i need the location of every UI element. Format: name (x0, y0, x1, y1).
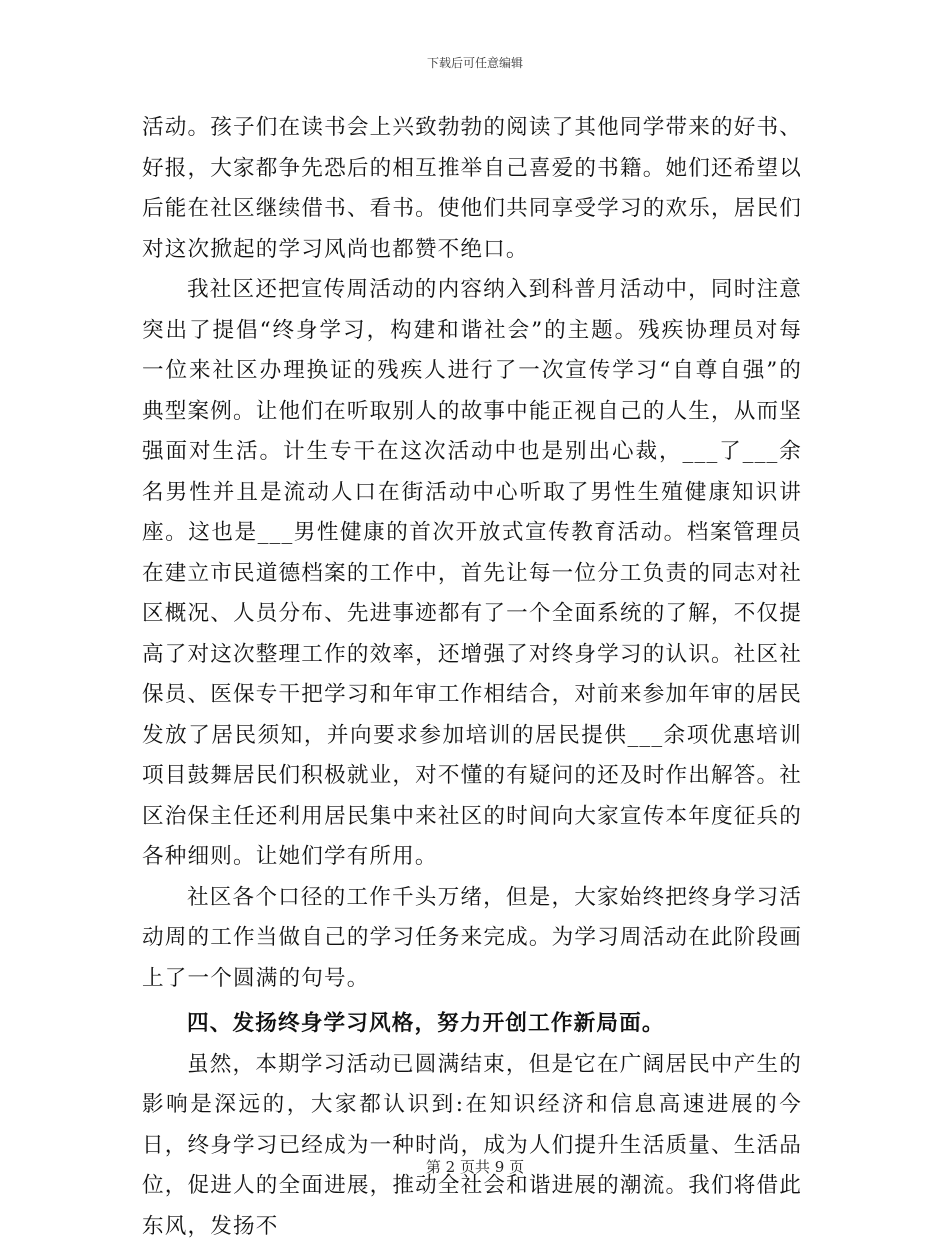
paragraph-closing: 虽然，本期学习活动已圆满结束，但是它在广阔居民中产生的影响是深远的，大家都认识到:在知识经济和信息高速进展的今日，终身学习已经成为一种时尚，成为人们提升生活质量、生活品位，促进人的全面进展，推动全社会和谐进展的潮流。我们将借此东风，发扬不 (142, 1045, 802, 1247)
document-body (142, 108, 802, 1247)
page-footer: 第 2 页共 9 页 (0, 1156, 950, 1177)
page-header: 下载后可任意编辑 (0, 54, 950, 71)
paragraph-work-summary: 社区各个口径的工作千头万绪，但是，大家始终把终身学习活动周的工作当做自己的学习任务来完成。为学习周活动在此阶段画上了一个圆满的句号。 (142, 878, 802, 1000)
paragraph-continuation: 活动。孩子们在读书会上兴致勃勃的阅读了其他同学带来的好书、好报，大家都争先恐后的相互推举自己喜爱的书籍。她们还希望以后能在社区继续借书、看书。使他们共同享受学习的欢乐，居民们对这次掀起的学习风尚也都赞不绝口。 (142, 108, 802, 270)
section-heading: 四、发扬终身学习风格，努力开创工作新局面。 (142, 1004, 802, 1045)
paragraph-publicity-week: 我社区还把宣传周活动的内容纳入到科普月活动中，同时注意突出了提倡“终身学习，构建和谐社会”的主题。残疾协理员对每一位来社区办理换证的残疾人进行了一次宣传学习“自尊自强”的典型案例。让他们在听取别人的故事中能正视自己的人生，从而坚强面对生活。计生专干在这次活动中也是别出心裁，___了___余名男性并且是流动人口在街活动中心听取了男性生殖健康知识讲座。这也是___男性健康的首次开放式宣传教育活动。档案管理员在建立市民道德档案的工作中，首先让每一位分工负责的同志对社区概况、人员分布、先进事迹都有了一个全面系统的了解，不仅提高了对这次整理工作的效率，还增强了对终身学习的认识。社区社保员、医保专干把学习和年审工作相结合，对前来参加年审的居民发放了居民须知，并向要求参加培训的居民提供___余项优惠培训项目鼓舞居民们积极就业，对不懂的有疑问的还及时作出解答。社区治保主任还利用居民集中来社区的时间向大家宣传本年度征兵的各种细则。让她们学有所用。 (142, 270, 802, 878)
